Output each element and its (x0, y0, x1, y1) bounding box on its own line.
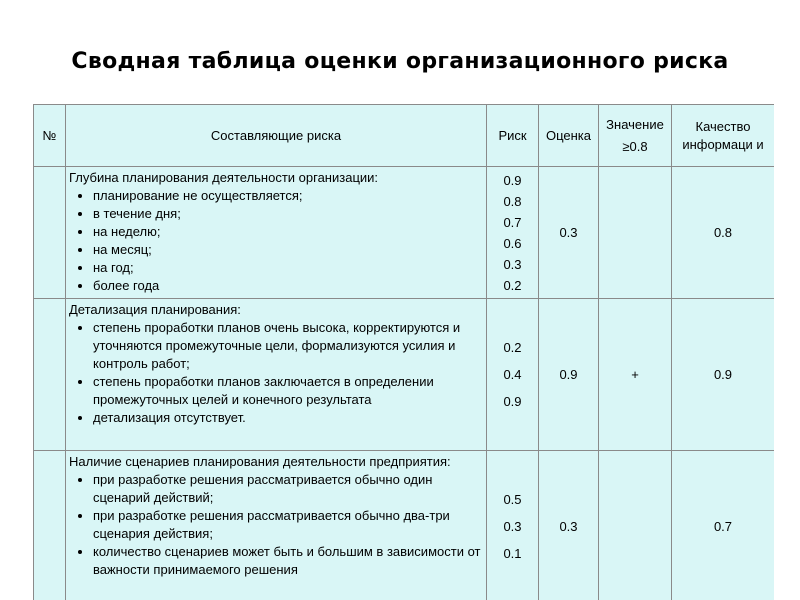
quality-value: 0.8 (672, 167, 775, 299)
list-item: • при разработке решения рассматривается обычно два-три сценария действия; (93, 507, 482, 543)
list-item: • на год; (93, 259, 482, 277)
table-header-row (34, 105, 775, 167)
score-value: 0.3 (539, 451, 599, 600)
component-list (69, 187, 482, 295)
risk-component (66, 167, 487, 299)
risk-value: 0.4 (503, 367, 522, 382)
risk-table (33, 104, 774, 600)
row-num (34, 451, 66, 600)
score-value: 0.9 (539, 299, 599, 451)
risk-component (66, 451, 487, 600)
risk-table-container (33, 104, 774, 600)
list-item: • более года (93, 277, 482, 295)
header-risk: Риск (487, 105, 539, 167)
risk-value: 0.5 (503, 492, 522, 507)
row-num (34, 167, 66, 299)
list-item: • на неделю; (93, 223, 482, 241)
quality-value: 0.9 (672, 299, 775, 451)
list-item: • степень проработки планов очень высока, корректируются и уточняются промежуточные цели, формализуются усилия и контроль работ; (93, 319, 482, 373)
list-item: • планирование не осуществляется; (93, 187, 482, 205)
row-num (34, 299, 66, 451)
risk-value: 0.1 (503, 546, 522, 561)
risk-value: 0.2 (503, 277, 522, 293)
table-row (34, 451, 775, 600)
component-list (69, 471, 482, 579)
risk-component (66, 299, 487, 451)
list-item: • степень проработки планов заключается в определении промежуточных целей и конечного результата (93, 373, 482, 409)
page-title: Сводная таблица оценки организационного риска (71, 49, 729, 74)
header-value-threshold: ≥0.8 (622, 138, 648, 154)
threshold-mark: + (599, 299, 672, 451)
header-num: № (34, 105, 66, 167)
risk-value: 0.7 (503, 214, 522, 230)
header-quality: Качество информаци и (672, 105, 775, 167)
list-item: • на месяц; (93, 241, 482, 259)
header-component: Составляющие риска (66, 105, 487, 167)
table-row (34, 299, 775, 451)
risk-value: 0.6 (503, 235, 522, 251)
threshold-mark (599, 167, 672, 299)
component-heading: Наличие сценариев планирования деятельности предприятия: (69, 454, 451, 469)
header-value (599, 105, 672, 167)
table-row (34, 167, 775, 299)
risk-values (487, 167, 539, 299)
quality-value: 0.7 (672, 451, 775, 600)
risk-value: 0.3 (503, 519, 522, 534)
risk-value: 0.9 (503, 394, 522, 409)
risk-values (487, 451, 539, 600)
header-value-label: Значение (606, 116, 664, 132)
risk-values (487, 299, 539, 451)
list-item: • количество сценариев может быть и большим в зависимости от важности принимаемого решения (93, 543, 482, 579)
risk-value: 0.2 (503, 340, 522, 355)
risk-value: 0.3 (503, 256, 522, 272)
risk-value: 0.9 (503, 172, 522, 188)
score-value: 0.3 (539, 167, 599, 299)
header-score: Оценка (539, 105, 599, 167)
threshold-mark (599, 451, 672, 600)
risk-value: 0.8 (503, 193, 522, 209)
component-heading: Глубина планирования деятельности организации: (69, 170, 379, 185)
list-item: • детализация отсутствует. (93, 409, 482, 427)
list-item: • при разработке решения рассматривается обычно один сценарий действий; (93, 471, 482, 507)
list-item: • в течение дня; (93, 205, 482, 223)
component-list (69, 319, 482, 427)
component-heading: Детализация планирования: (69, 302, 241, 317)
